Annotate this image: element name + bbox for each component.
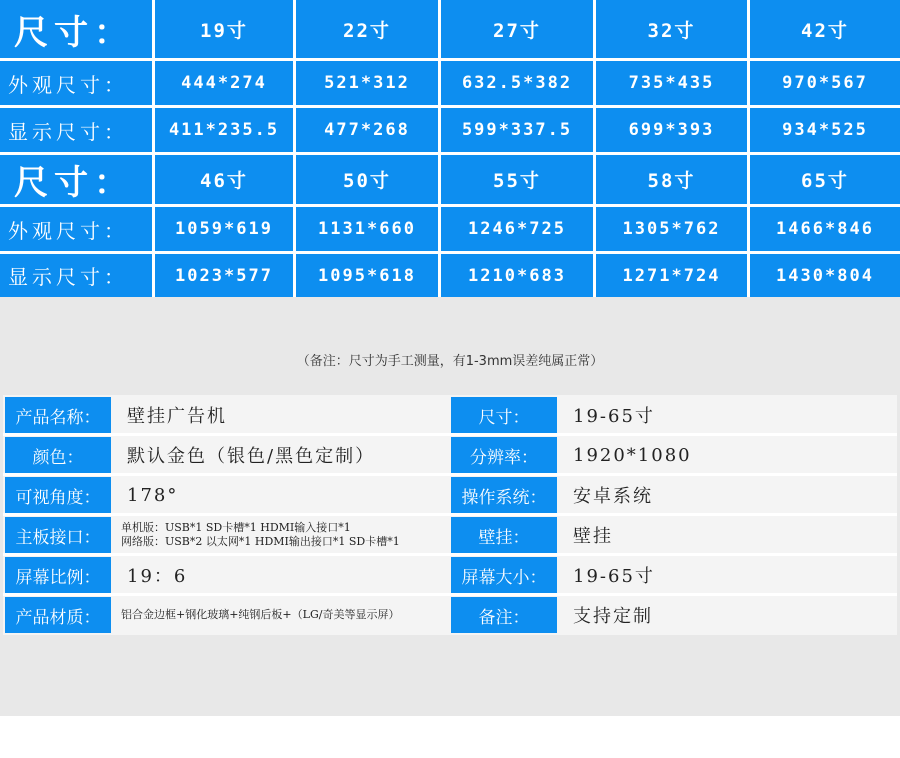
display-size-value: 477*268 — [296, 108, 438, 152]
spec-value: 支持定制 — [573, 606, 653, 627]
display-size-value: 599*337.5 — [441, 108, 593, 152]
display-size-value: 1430*804 — [750, 254, 900, 297]
display-size-label: 显示尺寸： — [0, 254, 152, 297]
size-table — [0, 0, 900, 297]
outer-size-value: 1059*619 — [155, 207, 293, 251]
spec-value: 19-65寸 — [573, 566, 655, 587]
spec-value: 178° — [127, 484, 179, 506]
size-header-cell: 27寸 — [441, 0, 593, 58]
size-header-label: 尺寸： — [0, 0, 152, 58]
spec-label: 颜色： — [5, 437, 111, 473]
spec-label: 产品材质： — [5, 597, 111, 633]
outer-size-value: 521*312 — [296, 61, 438, 105]
spec-label: 分辨率： — [451, 437, 557, 473]
spec-label: 备注： — [451, 597, 557, 633]
outer-size-value: 444*274 — [155, 61, 293, 105]
spec-label: 操作系统： — [451, 477, 557, 513]
size-header-cell: 42寸 — [750, 0, 900, 58]
outer-size-label: 外观尺寸： — [0, 61, 152, 105]
size-header-cell: 32寸 — [596, 0, 747, 58]
display-size-value: 1023*577 — [155, 254, 293, 297]
spec-value: 铝合金边框+钢化玻璃+纯钢后板+（LG/奇美等显示屏） — [121, 608, 400, 621]
row-separator — [3, 513, 897, 516]
spec-value: 安卓系统 — [573, 486, 653, 507]
display-size-value: 1271*724 — [596, 254, 747, 297]
spec-label: 屏幕比例： — [5, 557, 111, 593]
size-header-cell: 55寸 — [441, 155, 593, 204]
spec-label: 壁挂： — [451, 517, 557, 553]
display-size-value: 411*235.5 — [155, 108, 293, 152]
outer-size-value: 1466*846 — [750, 207, 900, 251]
outer-size-label: 外观尺寸： — [0, 207, 152, 251]
spec-label: 尺寸： — [451, 397, 557, 433]
size-header-cell: 50寸 — [296, 155, 438, 204]
size-header-cell: 65寸 — [750, 155, 900, 204]
display-size-value: 1095*618 — [296, 254, 438, 297]
display-size-value: 1210*683 — [441, 254, 593, 297]
size-header-label: 尺寸： — [0, 155, 152, 204]
spec-value: 1920*1080 — [573, 444, 692, 466]
spec-label: 屏幕大小： — [451, 557, 557, 593]
spec-value-line: 网络版：USB*2 以太网*1 HDMI输出接口*1 SD卡槽*1 — [121, 535, 400, 548]
row-separator — [3, 593, 897, 596]
outer-size-value: 970*567 — [750, 61, 900, 105]
spec-value: 默认金色（银色/黑色定制） — [127, 446, 376, 467]
display-size-label: 显示尺寸： — [0, 108, 152, 152]
spec-label: 产品名称： — [5, 397, 111, 433]
spec-value-line: 单机版：USB*1 SD卡槽*1 HDMI输入接口*1 — [121, 521, 351, 534]
outer-size-value: 1305*762 — [596, 207, 747, 251]
outer-size-value: 632.5*382 — [441, 61, 593, 105]
display-size-value: 699*393 — [596, 108, 747, 152]
row-separator — [3, 433, 897, 436]
outer-size-value: 735*435 — [596, 61, 747, 105]
spec-value-multiline — [111, 517, 449, 553]
size-header-cell: 46寸 — [155, 155, 293, 204]
size-header-cell: 19寸 — [155, 0, 293, 58]
display-size-value: 934*525 — [750, 108, 900, 152]
spec-value: 19-65寸 — [573, 406, 655, 427]
spec-label: 主板接口： — [5, 517, 111, 553]
spec-value: 壁挂 — [573, 526, 613, 547]
spec-value: 19：6 — [127, 566, 188, 587]
row-separator — [3, 553, 897, 556]
spec-value: 壁挂广告机 — [127, 406, 227, 427]
outer-size-value: 1131*660 — [296, 207, 438, 251]
row-separator — [3, 473, 897, 476]
spec-label: 可视角度： — [5, 477, 111, 513]
size-header-cell: 58寸 — [596, 155, 747, 204]
size-header-cell: 22寸 — [296, 0, 438, 58]
measurement-note: （备注：尺寸为手工测量，有1-3mm误差纯属正常） — [296, 354, 604, 369]
outer-size-value: 1246*725 — [441, 207, 593, 251]
